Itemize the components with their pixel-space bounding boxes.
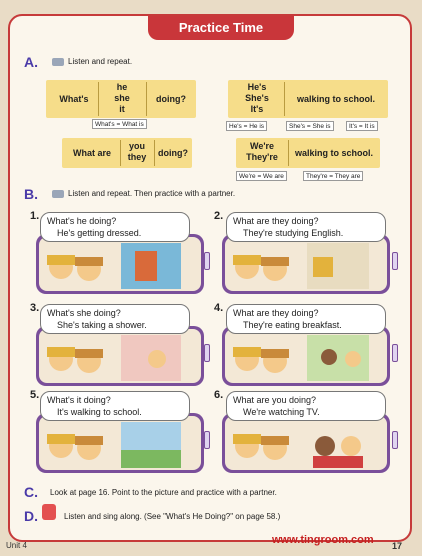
- section-b-letter: B.: [24, 186, 38, 202]
- gb-right: doing?: [156, 94, 186, 104]
- divider: [98, 82, 99, 116]
- gb-left: [238, 141, 286, 163]
- gb-they: they: [127, 152, 147, 162]
- remote-decoration: [392, 431, 398, 449]
- gb-shes: She's: [245, 93, 269, 103]
- textbook-page: [8, 14, 412, 542]
- section-c-text: Look at page 16. Point to the picture and practice with a partner.: [50, 488, 277, 497]
- illustration-walking-to-school: [39, 416, 201, 470]
- item-number: 3.: [30, 302, 40, 314]
- section-a-letter: A.: [24, 54, 38, 70]
- gb-left: What's: [59, 94, 89, 104]
- gb-he: he: [116, 82, 128, 92]
- picture-frame: [222, 234, 390, 294]
- section-d-text: Listen and sing along. (See "What's He Doing?" on page 58.): [64, 512, 281, 521]
- answer: They're eating breakfast.: [243, 320, 342, 330]
- gb-right: walking to school.: [296, 94, 375, 104]
- contraction-shes: She's = She is: [286, 121, 334, 131]
- contraction-were: We're = We are: [236, 171, 287, 181]
- section-c-letter: C.: [24, 484, 38, 500]
- gb-it: it: [119, 104, 125, 114]
- grammar-box-were: [236, 138, 380, 168]
- gb-you: you: [128, 141, 145, 151]
- picture-frame: [36, 234, 204, 294]
- gb-were: We're: [250, 141, 274, 151]
- speech-bubble: [226, 212, 386, 242]
- answer: It's walking to school.: [57, 407, 142, 417]
- grammar-box-whats: [46, 80, 196, 118]
- grammar-box-what-are: [62, 138, 192, 168]
- contraction-whats: What's = What is: [92, 119, 147, 129]
- contraction-its: It's = It is: [346, 121, 378, 131]
- gb-left: [232, 82, 282, 115]
- remote-decoration: [204, 431, 210, 449]
- picture-frame: [222, 326, 390, 386]
- speech-bubble: [40, 212, 190, 242]
- item-number: 2.: [214, 210, 224, 222]
- gb-middle: [122, 141, 152, 163]
- illustration-studying-english: [225, 237, 387, 291]
- remote-decoration: [392, 252, 398, 270]
- divider: [146, 82, 147, 116]
- illustration-watching-tv: [225, 416, 387, 470]
- watermark-url: www.tingroom.com: [272, 534, 374, 546]
- answer: We're watching TV.: [243, 407, 320, 417]
- speech-bubble: [226, 391, 386, 421]
- divider: [284, 82, 285, 116]
- divider: [120, 140, 121, 166]
- item-number: 4.: [214, 302, 224, 314]
- speech-bubble: [40, 304, 190, 334]
- question: What's it doing?: [47, 395, 111, 405]
- remote-decoration: [204, 252, 210, 270]
- cd-icon: [52, 58, 64, 66]
- answer: He's getting dressed.: [57, 228, 142, 238]
- song-icon: [42, 504, 56, 520]
- question: What's he doing?: [47, 216, 117, 226]
- page-number: 17: [392, 541, 403, 551]
- answer: They're studying English.: [243, 228, 344, 238]
- gb-she: she: [114, 93, 130, 103]
- illustration-eating-breakfast: [225, 329, 387, 383]
- question: What are you doing?: [233, 395, 317, 405]
- picture-frame: [36, 413, 204, 473]
- speech-bubble: [226, 304, 386, 334]
- illustration-taking-shower: [39, 329, 201, 383]
- gb-right: doing?: [158, 148, 188, 158]
- picture-frame: [36, 326, 204, 386]
- contraction-hes: He's = He is: [226, 121, 267, 131]
- gb-left: What are: [72, 148, 111, 158]
- contraction-theyre: They're = They are: [303, 171, 363, 181]
- gb-its: It's: [250, 104, 264, 114]
- remote-decoration: [392, 344, 398, 362]
- section-d-letter: D.: [24, 508, 38, 524]
- gb-hes: He's: [247, 82, 267, 92]
- item-number: 6.: [214, 389, 224, 401]
- grammar-box-hes: [228, 80, 388, 118]
- unit-label: Unit 4: [6, 541, 27, 550]
- answer: She's taking a shower.: [57, 320, 147, 330]
- gb-middle: [100, 82, 144, 115]
- gb-right: walking to school.: [294, 148, 373, 158]
- item-number: 5.: [30, 389, 40, 401]
- illustration-getting-dressed: [39, 237, 201, 291]
- divider: [154, 140, 155, 166]
- question: What's she doing?: [47, 308, 121, 318]
- divider: [288, 140, 289, 166]
- section-a-instruction: Listen and repeat.: [68, 57, 133, 66]
- remote-decoration: [204, 344, 210, 362]
- speech-bubble: [40, 391, 190, 421]
- item-number: 1.: [30, 210, 40, 222]
- question: What are they doing?: [233, 308, 319, 318]
- gb-theyre: They're: [246, 152, 278, 162]
- section-b-instruction: Listen and repeat. Then practice with a partner.: [68, 189, 236, 198]
- cd-icon: [52, 190, 64, 198]
- question: What are they doing?: [233, 216, 319, 226]
- picture-frame: [222, 413, 390, 473]
- page-title: Practice Time: [148, 16, 294, 40]
